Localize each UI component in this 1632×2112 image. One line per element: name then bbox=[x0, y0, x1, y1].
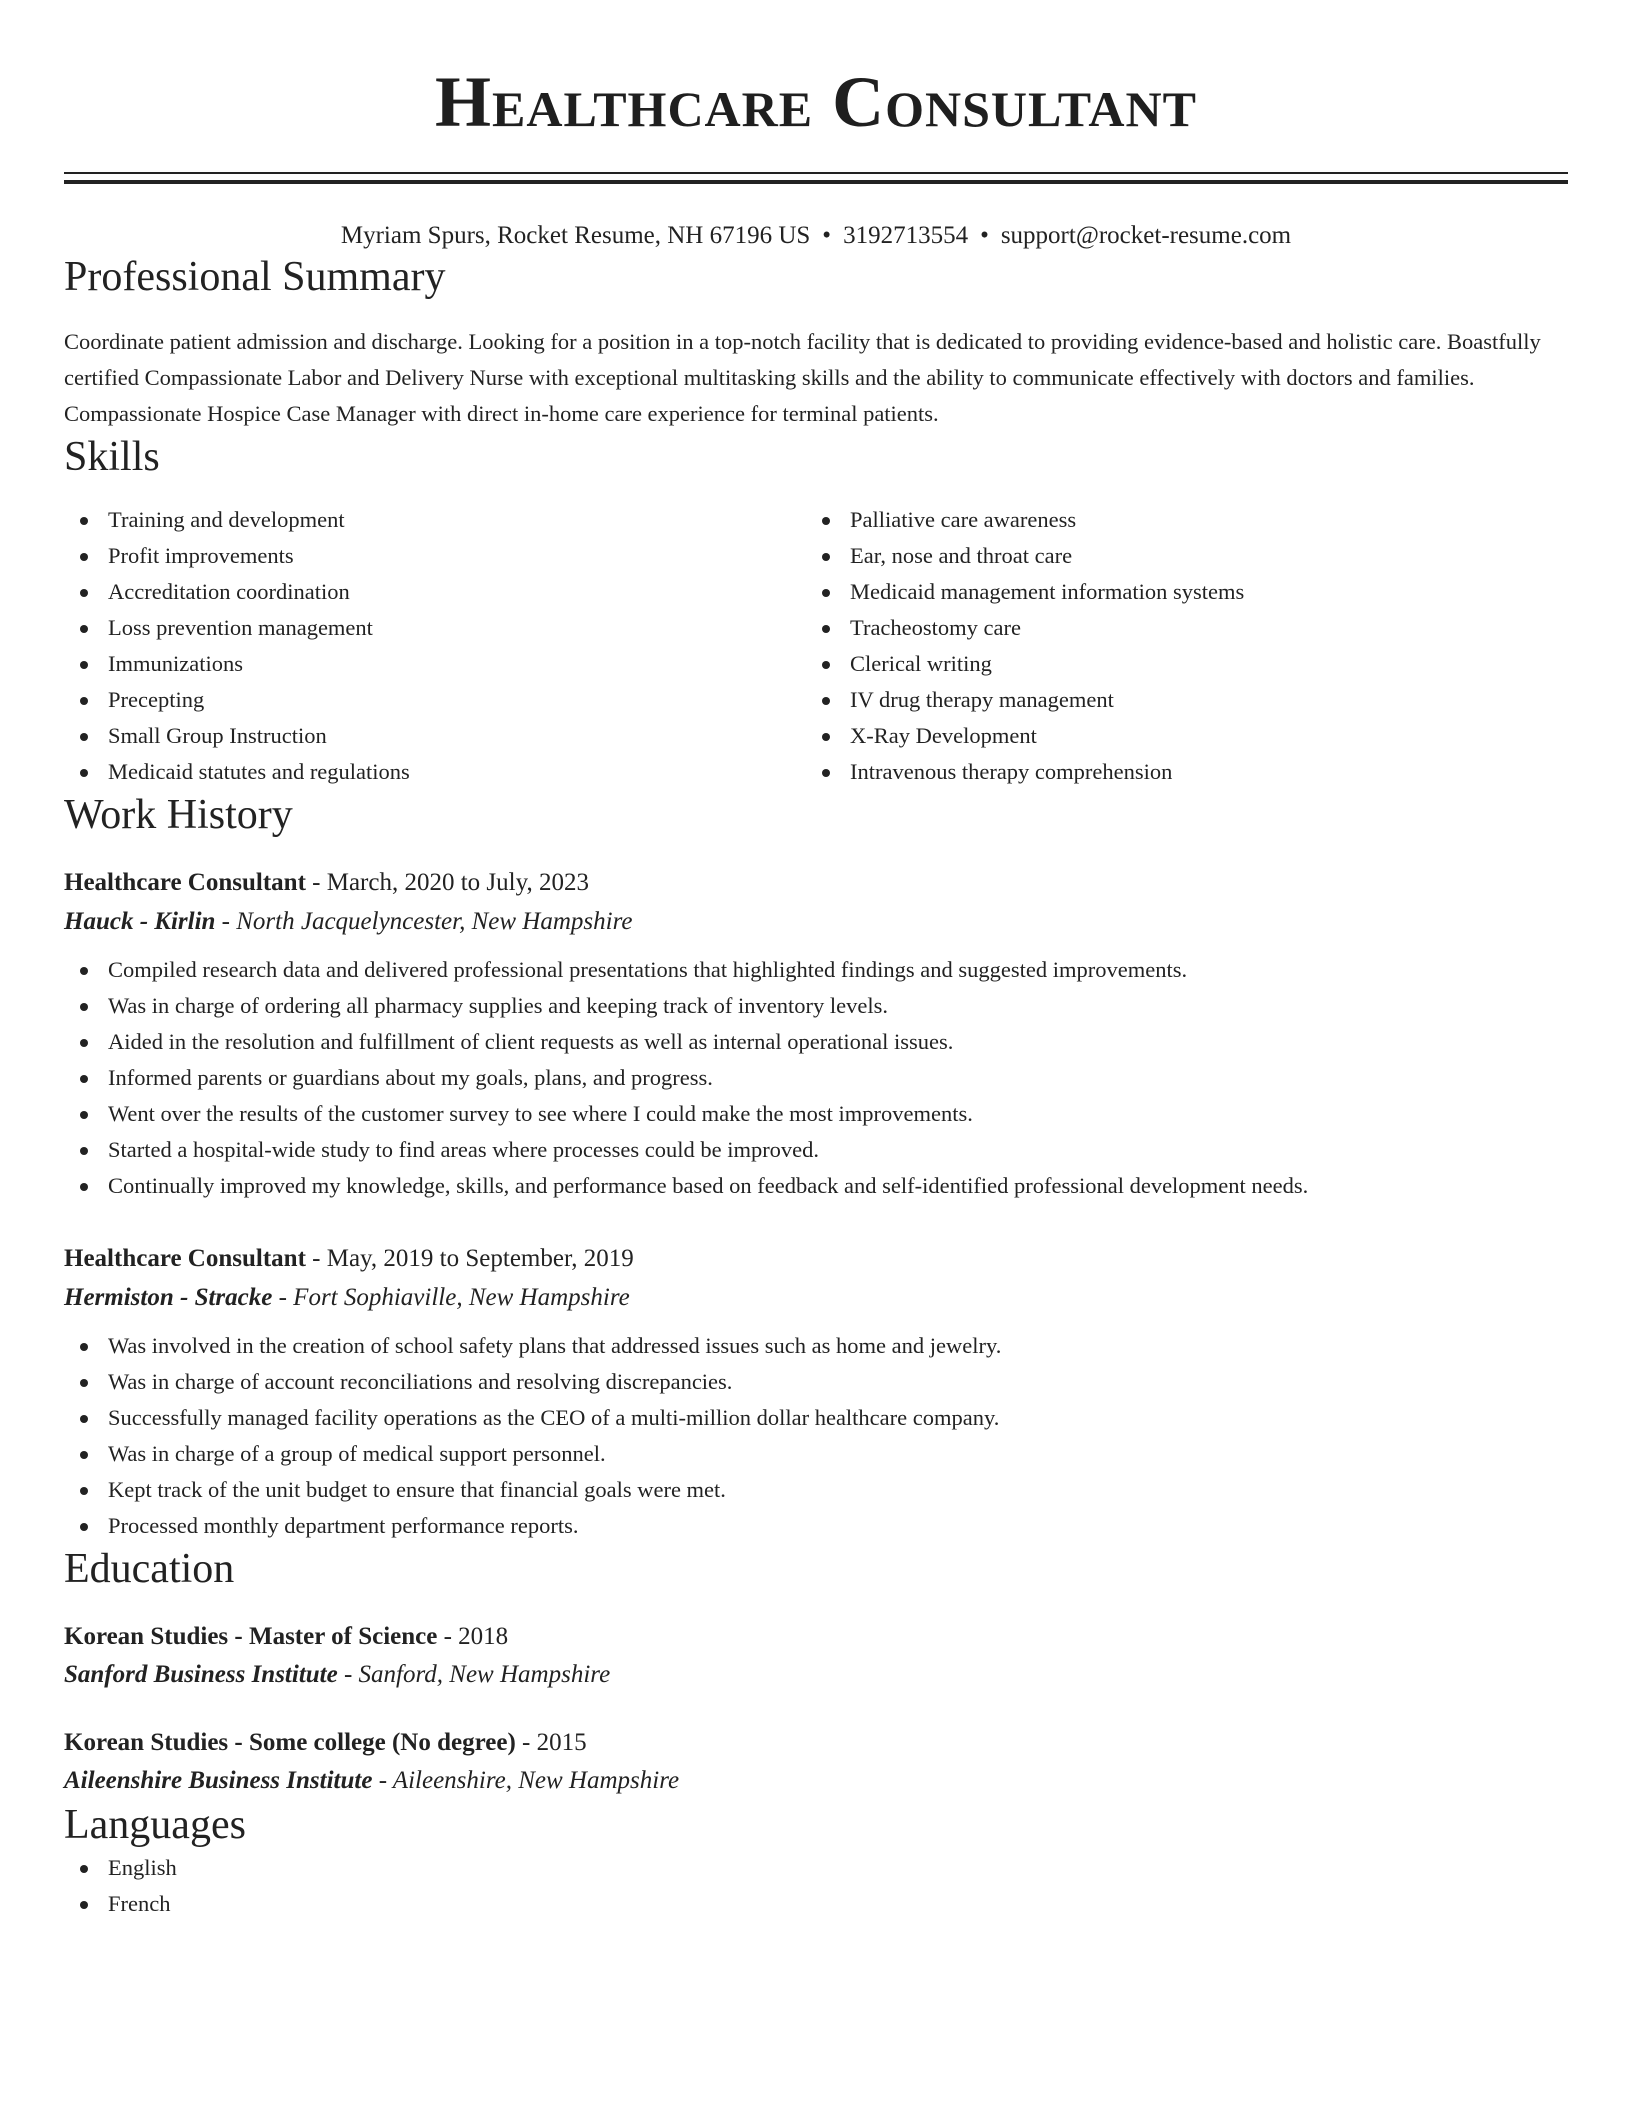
skills-column-left bbox=[64, 502, 806, 790]
education-degree-line bbox=[64, 1618, 1568, 1656]
title-divider bbox=[64, 172, 1568, 174]
job-bullets bbox=[64, 952, 1568, 1204]
contact-phone: 3192713554 bbox=[843, 222, 969, 249]
education-school: Aileenshire Business Institute bbox=[64, 1767, 373, 1794]
education-entry bbox=[64, 1724, 1568, 1800]
job-bullet: Successfully managed facility operations as the CEO of a multi-million dollar healthcare company. bbox=[64, 1400, 1568, 1436]
education-school-line bbox=[64, 1656, 1568, 1694]
skill-item: Training and development bbox=[64, 502, 806, 538]
job-bullet: Went over the results of the customer survey to see where I could make the most improvements. bbox=[64, 1096, 1568, 1132]
languages-heading: Languages bbox=[64, 1802, 246, 1848]
job-company: Hermiston - Stracke bbox=[64, 1284, 273, 1311]
education-school-line bbox=[64, 1762, 1568, 1800]
skill-item: IV drug therapy management bbox=[806, 682, 1548, 718]
skill-item: Clerical writing bbox=[806, 646, 1548, 682]
job-bullet: Was in charge of account reconciliations and resolving discrepancies. bbox=[64, 1364, 1568, 1400]
summary-heading: Professional Summary bbox=[64, 254, 446, 300]
job-company-line bbox=[64, 902, 1568, 942]
job-role: Healthcare Consultant bbox=[64, 869, 306, 896]
job-bullet: Informed parents or guardians about my goals, plans, and progress. bbox=[64, 1060, 1568, 1096]
job-company-line bbox=[64, 1278, 1568, 1318]
skill-item: Precepting bbox=[64, 682, 806, 718]
education-entry bbox=[64, 1618, 1568, 1694]
skill-item: Profit improvements bbox=[64, 538, 806, 574]
skill-item: Tracheostomy care bbox=[806, 610, 1548, 646]
job-company: Hauck - Kirlin bbox=[64, 908, 216, 935]
education-heading: Education bbox=[64, 1546, 235, 1592]
job-dates: - March, 2020 to July, 2023 bbox=[305, 869, 589, 896]
education-degree-line bbox=[64, 1724, 1568, 1762]
job-bullet: Was involved in the creation of school safety plans that addressed issues such as home and jewelry. bbox=[64, 1328, 1568, 1364]
contact-address: Myriam Spurs, Rocket Resume, NH 67196 US bbox=[340, 222, 811, 249]
education-degree: Korean Studies - Some college (No degree) bbox=[64, 1729, 516, 1756]
skill-item: Medicaid statutes and regulations bbox=[64, 754, 806, 790]
resume-title: Healthcare Consultant bbox=[434, 62, 1197, 142]
job-bullet: Continually improved my knowledge, skills, and performance based on feedback and self-identified professional development needs. bbox=[64, 1168, 1568, 1204]
contact-separator: • bbox=[822, 222, 832, 249]
education-location: - Sanford, New Hampshire bbox=[337, 1661, 611, 1688]
job-role: Healthcare Consultant bbox=[64, 1245, 306, 1272]
language-item: French bbox=[64, 1886, 1568, 1922]
skills-heading: Skills bbox=[64, 434, 160, 480]
summary-text: Coordinate patient admission and discharge. Looking for a position in a top-notch facility that is dedicated to providing evidence-based and holistic care. Boastfully certified Compassionate Labor and Delivery Nurse with exceptional multitasking skills and the ability to communicate effectively with doctors and families. Compassionate Hospice Case Manager with direct in-home care experience for terminal patients. bbox=[64, 329, 1541, 426]
skill-item: Ear, nose and throat care bbox=[806, 538, 1548, 574]
skill-item: Accreditation coordination bbox=[64, 574, 806, 610]
skill-item: Small Group Instruction bbox=[64, 718, 806, 754]
job-bullets bbox=[64, 1328, 1568, 1544]
education-location: - Aileenshire, New Hampshire bbox=[372, 1767, 680, 1794]
languages-list bbox=[64, 1850, 1568, 1922]
job-dates: - May, 2019 to September, 2019 bbox=[305, 1245, 634, 1272]
job-bullet: Was in charge of ordering all pharmacy supplies and keeping track of inventory levels. bbox=[64, 988, 1568, 1024]
education-school: Sanford Business Institute bbox=[64, 1661, 338, 1688]
job-entry bbox=[64, 1240, 1568, 1544]
work-history-heading: Work History bbox=[64, 792, 293, 838]
contact-line bbox=[64, 220, 1568, 252]
skill-item: Palliative care awareness bbox=[806, 502, 1548, 538]
skill-item: Loss prevention management bbox=[64, 610, 806, 646]
job-bullet: Compiled research data and delivered professional presentations that highlighted findings and suggested improvements. bbox=[64, 952, 1568, 988]
education-year: - 2018 bbox=[437, 1623, 509, 1650]
language-item: English bbox=[64, 1850, 1568, 1886]
job-location: - Fort Sophiaville, New Hampshire bbox=[272, 1284, 630, 1311]
job-bullet: Was in charge of a group of medical support personnel. bbox=[64, 1436, 1568, 1472]
skill-item: Medicaid management information systems bbox=[806, 574, 1548, 610]
job-location: - North Jacquelyncester, New Hampshire bbox=[215, 908, 633, 935]
job-bullet: Kept track of the unit budget to ensure that financial goals were met. bbox=[64, 1472, 1568, 1508]
job-bullet: Processed monthly department performance reports. bbox=[64, 1508, 1568, 1544]
education-year: - 2015 bbox=[515, 1729, 587, 1756]
skills-column-right bbox=[806, 502, 1548, 790]
education-degree: Korean Studies - Master of Science bbox=[64, 1623, 438, 1650]
contact-separator: • bbox=[980, 222, 989, 249]
skill-item: Immunizations bbox=[64, 646, 806, 682]
skill-item: Intravenous therapy comprehension bbox=[806, 754, 1548, 790]
job-entry bbox=[64, 864, 1568, 1204]
job-title-line bbox=[64, 864, 1568, 902]
job-bullet: Started a hospital-wide study to find areas where processes could be improved. bbox=[64, 1132, 1568, 1168]
job-title-line bbox=[64, 1240, 1568, 1278]
skill-item: X-Ray Development bbox=[806, 718, 1548, 754]
job-bullet: Aided in the resolution and fulfillment of client requests as well as internal operational issues. bbox=[64, 1024, 1568, 1060]
contact-email: support@rocket-resume.com bbox=[1000, 222, 1292, 249]
skills-list bbox=[64, 502, 1568, 790]
